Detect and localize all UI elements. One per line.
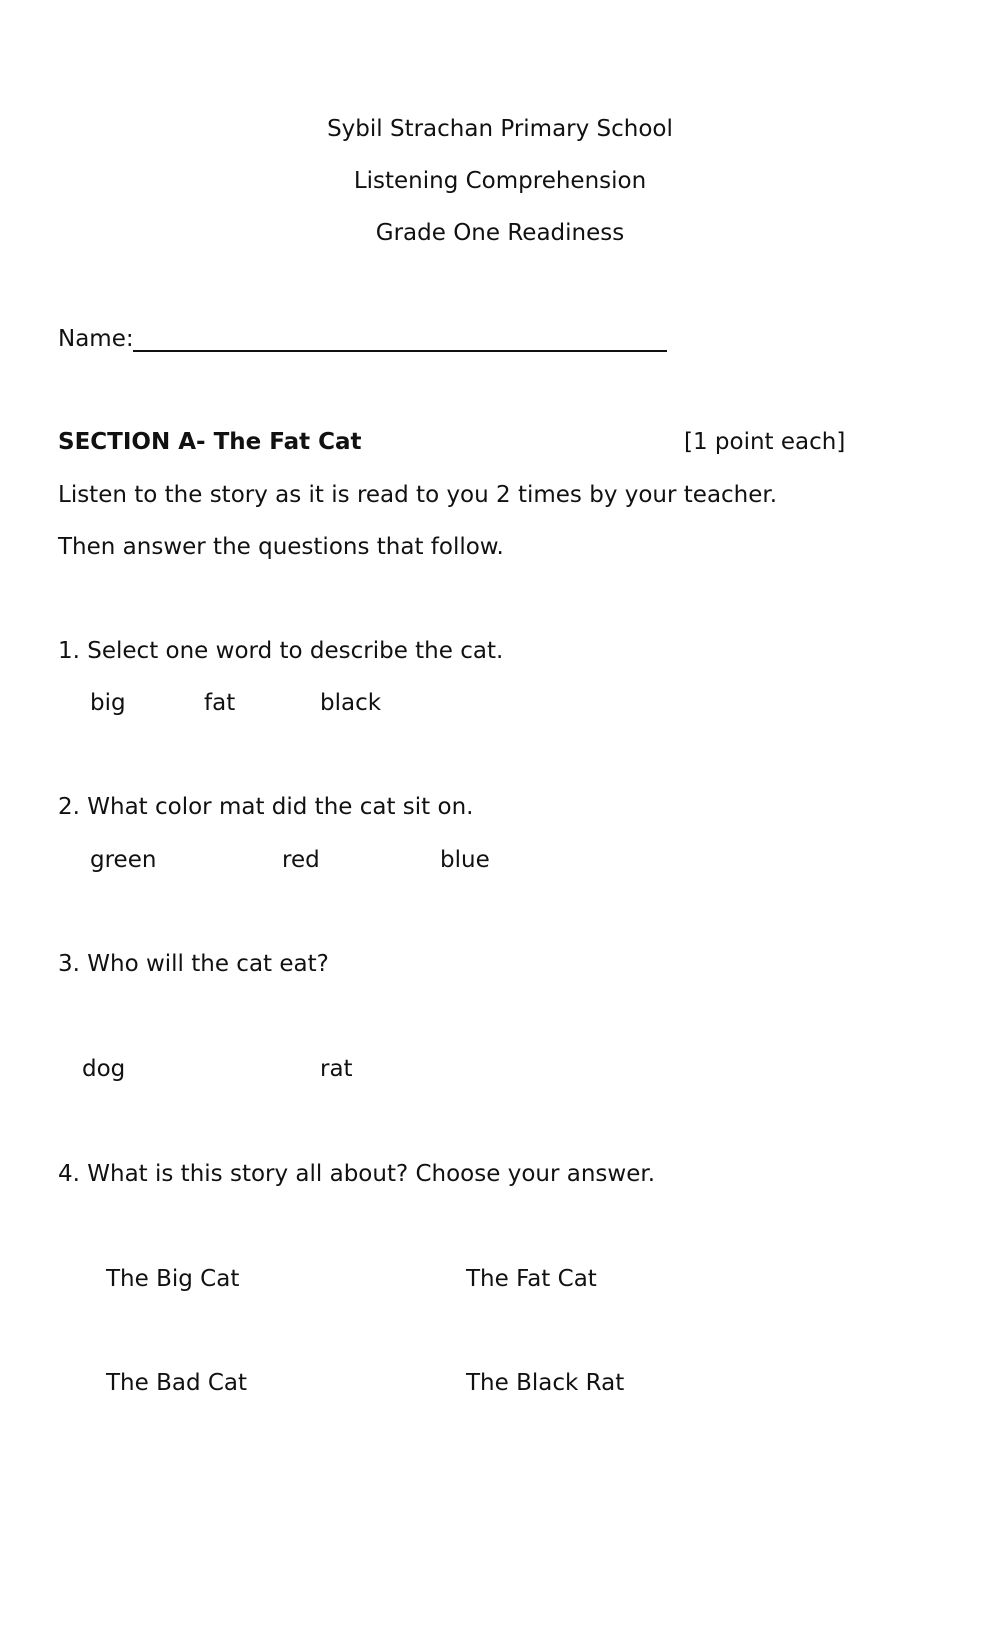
- name-answer-line[interactable]: [133, 350, 667, 352]
- question-4-option[interactable]: The Bad Cat: [106, 1370, 248, 1396]
- question-1-option[interactable]: big: [90, 690, 126, 716]
- instruction-line-2: Then answer the questions that follow.: [58, 534, 504, 560]
- school-name: Sybil Strachan Primary School: [327, 116, 673, 142]
- question-1-option[interactable]: black: [320, 690, 382, 716]
- name-label: Name:: [58, 326, 134, 352]
- question-2-option[interactable]: red: [282, 847, 320, 873]
- question-4-option[interactable]: The Fat Cat: [466, 1266, 597, 1292]
- worksheet-subject: Listening Comprehension: [353, 168, 647, 194]
- question-3-option[interactable]: dog: [82, 1056, 126, 1082]
- question-4-option[interactable]: The Big Cat: [106, 1266, 240, 1292]
- question-3-option[interactable]: rat: [320, 1056, 353, 1082]
- instruction-line-1: Listen to the story as it is read to you 2 times by your teacher.: [58, 482, 778, 508]
- question-1-option[interactable]: fat: [204, 690, 236, 716]
- question-4-prompt: 4. What is this story all about? Choose your answer.: [58, 1161, 656, 1187]
- question-2-option[interactable]: blue: [440, 847, 490, 873]
- question-2-option[interactable]: green: [90, 847, 157, 873]
- question-1-prompt: 1. Select one word to describe the cat.: [58, 638, 504, 664]
- question-4-option[interactable]: The Black Rat: [466, 1370, 625, 1396]
- question-3-prompt: 3. Who will the cat eat?: [58, 951, 329, 977]
- question-2-prompt: 2. What color mat did the cat sit on.: [58, 794, 474, 820]
- section-points: [1 point each]: [684, 429, 846, 455]
- grade-level: Grade One Readiness: [375, 220, 625, 246]
- section-title: SECTION A- The Fat Cat: [58, 429, 362, 455]
